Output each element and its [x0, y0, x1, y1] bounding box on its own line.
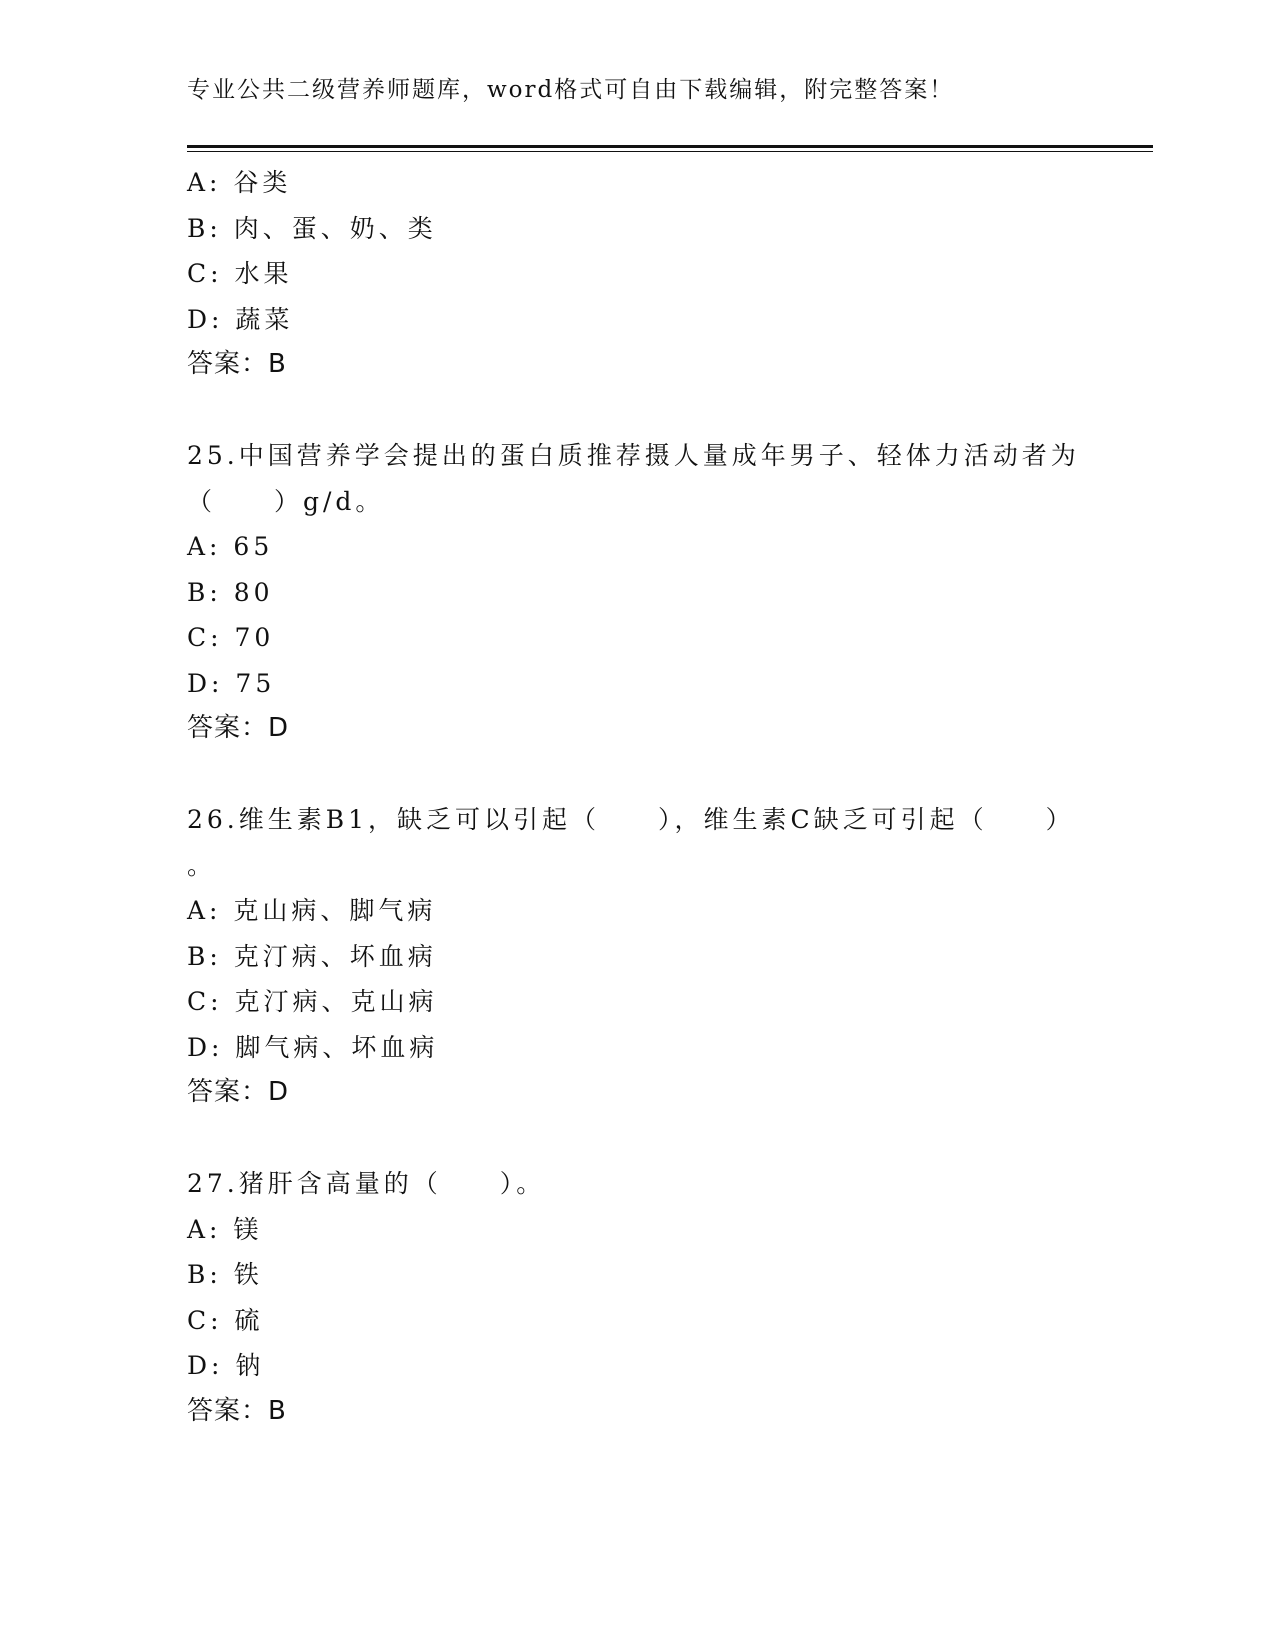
option-c: C: 硫 [187, 1305, 264, 1335]
question-text-continued: 。 [187, 850, 217, 880]
page-header: 专业公共二级营养师题库，word格式可自由下载编辑，附完整答案！ [187, 77, 955, 103]
option-d: D: 75 [187, 668, 276, 698]
question-block-continued [187, 160, 1127, 388]
answer: 答案：B [187, 349, 287, 379]
question-block-25 [187, 433, 1127, 752]
option-a: A: 谷类 [187, 168, 292, 197]
option-a: A: 镁 [187, 1214, 263, 1244]
option-c: C: 水果 [187, 259, 293, 288]
spacer [187, 1116, 1127, 1162]
option-b: B: 铁 [187, 1260, 263, 1289]
spacer [187, 752, 1127, 798]
question-text: 26.维生素B1，缺乏可以引起（ ），维生素C缺乏可引起（ ） [187, 805, 1075, 834]
question-text-continued: （ ）g/d。 [187, 486, 385, 516]
option-b: B: 克汀病、坏血病 [187, 941, 437, 971]
option-a: A: 克山病、脚气病 [187, 896, 437, 925]
header-rule-thick [187, 145, 1153, 148]
option-c: C: 70 [187, 623, 275, 652]
answer: 答案：B [187, 1395, 287, 1426]
option-c: C: 克汀病、克山病 [187, 987, 438, 1016]
spacer [187, 388, 1127, 434]
option-a: A: 65 [187, 532, 274, 561]
question-block-27 [187, 1161, 1127, 1434]
option-d: D: 钠 [187, 1351, 265, 1380]
option-b: B: 80 [187, 577, 274, 607]
question-text: 27.猪肝含高量的（ ）。 [187, 1169, 546, 1198]
option-b: B: 肉、蛋、奶、类 [187, 213, 437, 243]
answer: 答案：D [187, 713, 290, 743]
option-d: D: 脚气病、坏血病 [187, 1032, 439, 1062]
question-text: 25.中国营养学会提出的蛋白质推荐摄人量成年男子、轻体力活动者为 [187, 441, 1080, 470]
option-d: D: 蔬菜 [187, 304, 294, 334]
question-block-26 [187, 797, 1127, 1116]
header-rule-thin [187, 151, 1153, 152]
document-body [187, 160, 1127, 1434]
answer: 答案：D [187, 1077, 290, 1107]
